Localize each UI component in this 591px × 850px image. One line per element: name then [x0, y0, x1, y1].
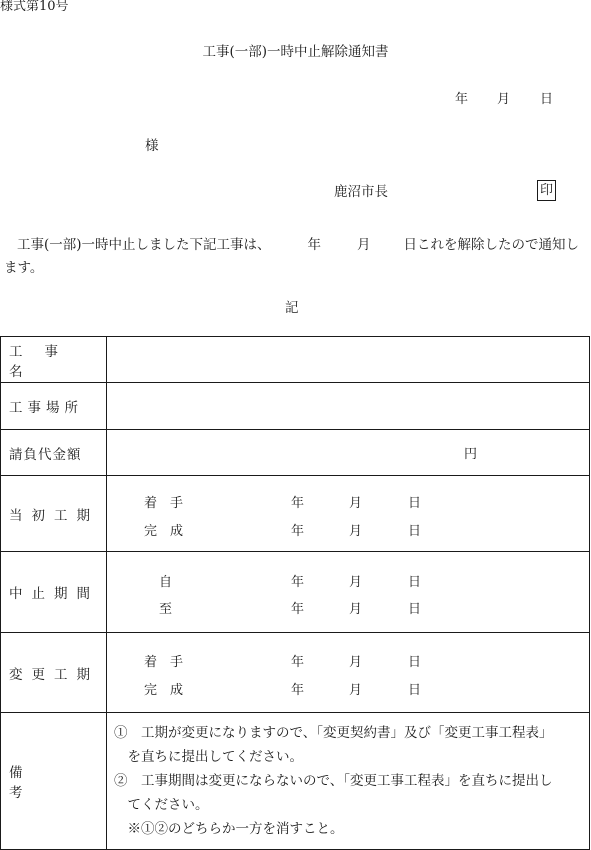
value-remarks: [107, 713, 590, 850]
changed-completion-year: 年: [291, 683, 305, 698]
label-suspension-period: [1, 552, 107, 633]
issuer-title: 鹿沼市長: [334, 184, 388, 200]
value-changed-period[interactable]: [107, 633, 590, 713]
yen-unit: 円: [464, 447, 478, 462]
from-year: 年: [291, 575, 305, 590]
date-year-label: 年: [455, 92, 469, 107]
label-remarks-text: 備考: [9, 765, 84, 801]
label-changed-period: [1, 633, 107, 713]
start-label: 着 手: [144, 496, 184, 511]
to-year: 年: [291, 602, 305, 617]
note-line: を直ちに提出してください。: [114, 749, 303, 765]
completion-year: 年: [291, 524, 305, 539]
row-original-period: [1, 476, 590, 552]
changed-start-month: 月: [349, 655, 363, 670]
label-text: [9, 340, 89, 380]
date-month-label: 月: [497, 92, 511, 107]
label-contract-amount-text: 請負代金額: [9, 446, 82, 463]
value-original-period[interactable]: [107, 476, 590, 552]
note-line: てください。: [114, 797, 209, 813]
to-month: 月: [349, 602, 363, 617]
body-month-label: 月: [357, 237, 371, 253]
completion-day: 日: [408, 524, 422, 539]
note-line: ※①②のどちらか一方を消すこと。: [114, 821, 344, 837]
label-original-period: [1, 476, 107, 552]
body-text-part1: 工事(一部)一時中止しました下記工事は、: [17, 237, 271, 253]
body-text-part2: 日これを解除したので通知します。: [4, 237, 580, 276]
value-work-name[interactable]: [107, 337, 590, 383]
start-month: 月: [349, 496, 363, 511]
row-suspension-period: [1, 552, 590, 633]
from-label: 自: [159, 575, 173, 590]
changed-start-label: 着 手: [144, 655, 184, 670]
completion-label: 完 成: [144, 524, 184, 539]
remarks-notes: [107, 713, 589, 849]
label-remarks: [1, 713, 107, 850]
label-original-period-text: 当初工期: [9, 507, 99, 524]
date-day-label: 日: [540, 92, 554, 107]
label-work-name-text: 工事名: [9, 343, 80, 380]
changed-completion-label: 完 成: [144, 683, 184, 698]
label-work-name: [1, 337, 107, 383]
body-paragraph: [4, 234, 588, 280]
from-day: 日: [408, 575, 422, 590]
completion-month: 月: [349, 524, 363, 539]
to-day: 日: [408, 602, 422, 617]
changed-completion-month: 月: [349, 683, 363, 698]
value-suspension-period[interactable]: [107, 552, 590, 633]
changed-completion-day: 日: [408, 683, 422, 698]
note-line: ② 工事期間は変更にならないので、「変更工事工程表」を直ちに提出し: [114, 773, 553, 789]
changed-start-day: 日: [408, 655, 422, 670]
row-remarks: [1, 713, 590, 850]
seal-mark: 印: [537, 180, 556, 201]
row-work-place: [1, 383, 590, 430]
label-work-place-text: 工事場所: [9, 400, 83, 416]
start-day: 日: [408, 496, 422, 511]
recipient-honorific: 様: [145, 138, 159, 154]
value-work-place[interactable]: [107, 383, 590, 430]
label-work-place: [1, 383, 107, 430]
body-year-label: 年: [307, 237, 322, 253]
row-work-name: [1, 337, 590, 383]
details-table: [0, 336, 590, 850]
label-contract-amount: [1, 430, 107, 476]
label-suspension-period-text: 中止期間: [9, 586, 99, 602]
form-number: 様式第10号: [0, 0, 69, 14]
label-changed-period-text: 変更工期: [9, 666, 99, 683]
row-contract-amount: [1, 430, 590, 476]
note-line: ① 工期が変更になりますので、「変更契約書」及び「変更工事工程表」: [114, 725, 553, 741]
changed-start-year: 年: [291, 655, 305, 670]
from-month: 月: [349, 575, 363, 590]
ki-heading: 記: [285, 300, 299, 316]
document-title: 工事(一部)一時中止解除通知書: [202, 44, 389, 60]
start-year: 年: [291, 496, 305, 511]
row-changed-period: [1, 633, 590, 713]
value-contract-amount[interactable]: [107, 430, 590, 476]
to-label: 至: [159, 602, 173, 617]
